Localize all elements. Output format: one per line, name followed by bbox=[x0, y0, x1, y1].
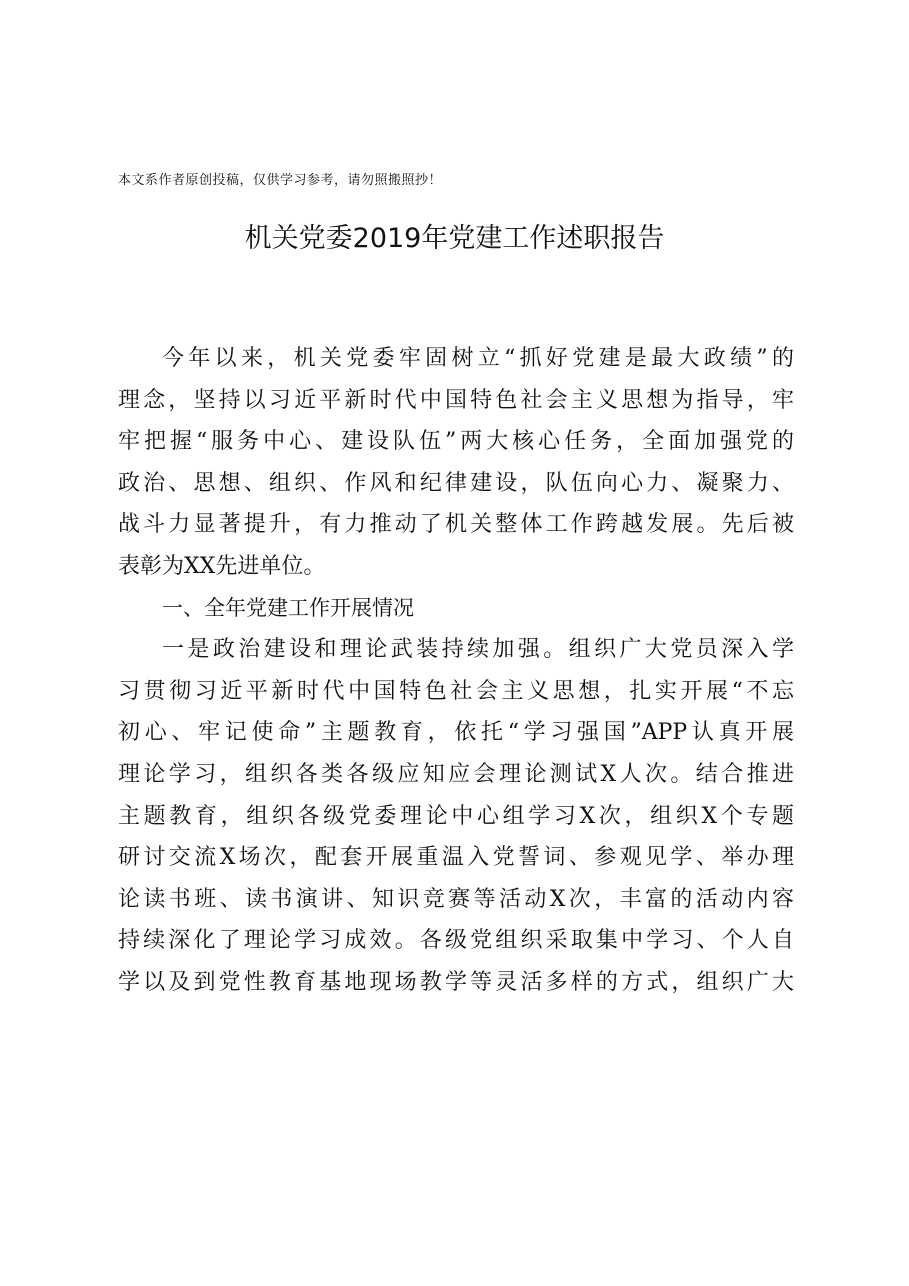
document-body bbox=[118, 338, 794, 1004]
paragraph-line: 主题教育，组织各级党委理论中心组学习X次，组织X个专题 bbox=[118, 803, 794, 829]
paragraph-line: 政治、思想、组织、作风和纪律建设，队伍向心力、凝聚力、 bbox=[118, 470, 794, 496]
paragraph-line: 习贯彻习近平新时代中国特色社会主义思想，扎实开展“不忘 bbox=[118, 678, 794, 704]
paragraph-line: 今年以来，机关党委牢固树立“抓好党建是最大政绩”的 bbox=[162, 346, 794, 371]
paragraph-line: 学以及到党性教育基地现场教学等灵活多样的方式，组织广大 bbox=[118, 969, 794, 995]
paragraph-line: 论读书班、读书演讲、知识竞赛等活动X次，丰富的活动内容 bbox=[118, 886, 794, 912]
paragraph-line: 表彰为XX先进单位。 bbox=[118, 553, 326, 579]
paragraph-line: 初心、牢记使命”主题教育，依托“学习强国”APP认真开展 bbox=[118, 720, 794, 746]
paragraph-line: 战斗力显著提升，有力推动了机关整体工作跨越发展。先后被 bbox=[118, 512, 794, 538]
copyright-notice: 本文系作者原创投稿，仅供学习参考，请勿照搬照抄！ bbox=[118, 173, 443, 188]
section-heading: 一、全年党建工作开展情况 bbox=[162, 595, 414, 620]
paragraph-line: 牢把握“服务中心、建设队伍”两大核心任务，全面加强党的 bbox=[118, 429, 794, 455]
paragraph-line: 理论学习，组织各类各级应知应会理论测试X人次。结合推进 bbox=[118, 761, 794, 787]
paragraph-line: 一是政治建设和理论武装持续加强。组织广大党员深入学 bbox=[162, 637, 794, 663]
paragraph-line: 研讨交流X场次，配套开展重温入党誓词、参观见学、举办理 bbox=[118, 845, 794, 871]
paragraph-line: 持续深化了理论学习成效。各级党组织采取集中学习、个人自 bbox=[118, 928, 794, 954]
paragraph-line: 理念，坚持以习近平新时代中国特色社会主义思想为指导，牢 bbox=[118, 387, 794, 413]
document-title: 机关党委2019年党建工作述职报告 bbox=[244, 223, 665, 254]
